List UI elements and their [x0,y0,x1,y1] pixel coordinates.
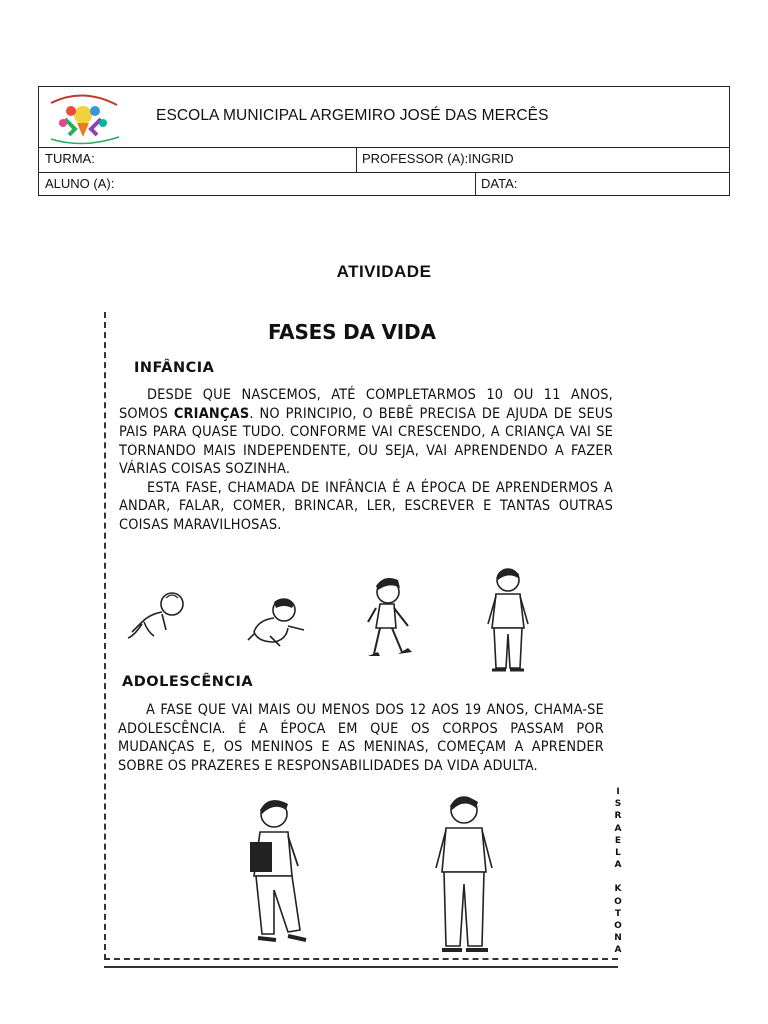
turma-label: TURMA: [45,151,95,166]
frame-border-left [104,312,106,960]
page-heading: ATIVIDADE [336,262,432,281]
school-logo [43,89,123,145]
adolescencia-paragraph-1: A FASE QUE VAI MAIS OU MENOS DOS 12 AOS 19 ANOS, CHAMA-SE ADOLESCÊNCIA. É A ÉPOCA EM QUE OS CORPOS PASSAM POR MUDANÇAS E, OS MENINOS E AS MENINAS, COMEÇAM A APRENDER SOBRE OS PRAZERES E RESPONSABILIDADES DA VIDA ADULTA. [118,702,604,774]
infancia-text [119,386,613,534]
crawling-baby-illustration [124,588,190,644]
adolescencia-subtitle: ADOLESCÊNCIA [122,674,254,690]
teen-boy-standing-illustration [432,790,496,958]
infancia-paragraph-2: ESTA FASE, CHAMADA DE INFÂNCIA É A ÉPOCA DE APRENDERMOS A ANDAR, FALAR, COMER, BRINCAR, LER, ESCREVER E TANTAS OUTRAS COISAS MARAVILHOSAS. [119,479,613,533]
header-row-turma [39,147,729,173]
sitting-baby-illustration [244,596,310,648]
school-name: ESCOLA MUNICIPAL ARGEMIRO JOSÉ DAS MERCÊS [156,107,549,124]
frame-border-bottom [104,958,618,960]
worksheet-title: FASES DA VIDA [268,320,436,344]
standing-child-illustration [484,564,532,676]
adolescencia-text [118,701,604,775]
side-credit: I S R A E L A K O T O N A [614,787,622,956]
teen-boy-walking-illustration [246,794,310,954]
header-row-aluno [39,172,729,196]
aluno-label: ALUNO (A): [45,176,115,191]
professor-label: PROFESSOR (A):INGRID [362,151,514,166]
infancia-subtitle: INFÂNCIA [134,360,215,376]
infancia-paragraph-1: DESDE QUE NASCEMOS, ATÉ COMPLETARMOS 10 OU 11 ANOS, SOMOS CRIANÇAS. NO PRINCIPIO, O BEBÊ PRECISA DE AJUDA DE SEUS PAIS PARA QUASE TUDO. CONFORME VAI CRESCENDO, A CRIANÇA VAI SE TORNANDO MAIS INDEPENDENTE, OU SEJA, VAI APRENDENDO A FAZER VÁRIAS COISAS SOZINHA. [119,387,613,477]
header-table [38,86,730,196]
walking-child-illustration [362,574,420,666]
data-label: DATA: [481,176,518,191]
cell-divider [475,172,476,196]
frame-border-bottom-solid [104,966,618,968]
cell-divider [356,147,357,172]
header-row-school [39,87,729,148]
